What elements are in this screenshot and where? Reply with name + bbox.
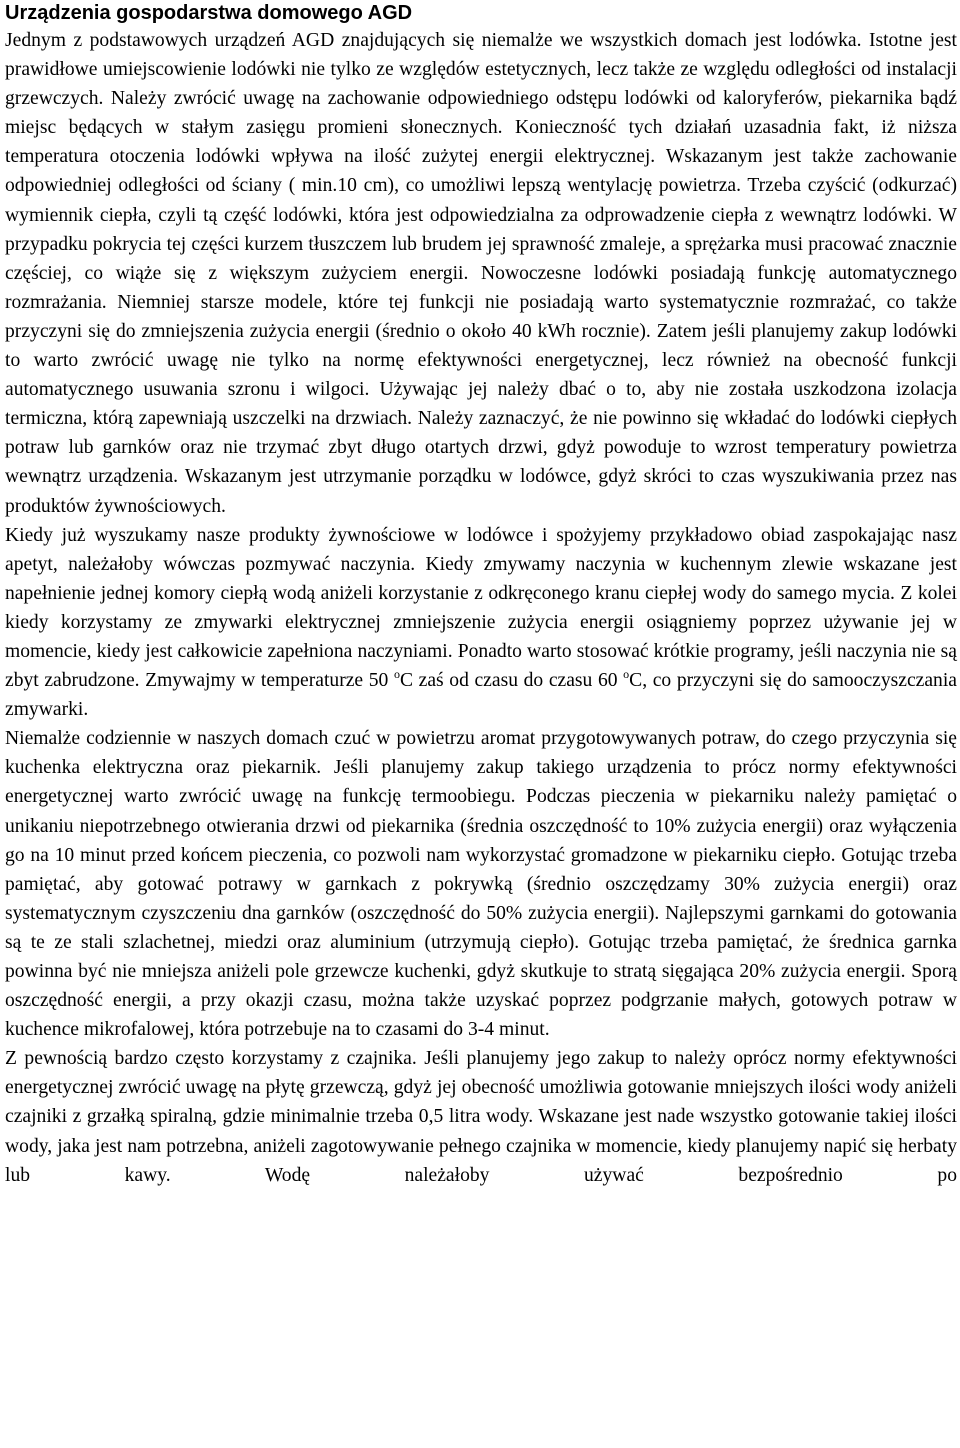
document-title: Urządzenia gospodarstwa domowego AGD [5, 2, 413, 24]
degree-symbol: o [393, 667, 400, 682]
paragraph-cooking: Niemalże codziennie w naszych domach czuć w powietrzu aromat przygotowywanych potraw, do czego przyczynia się kuchenka elektryczna oraz piekarnik. Jeśli planujemy zakup takiego urządzenia to prócz normy efektywności energetycznej warto zwrócić uwagę na funkcję termoobiegu. Podczas pieczenia w piekarniku należy pamiętać o unikaniu niepotrzebnego otwierania drzwi od piekarnika (średnia oszczędność to 10% zużycia energii) oraz wyłączenia go na 10 minut przed końcem pieczenia, co pozwoli nam wykorzystać gromadzone w piekarniku ciepło. Gotując trzeba pamiętać, aby gotować potrawy w garnkach z pokrywką (średnio oszczędzamy 30% zużycia energii) oraz systematycznym czyszczeniu dna garnków (oszczędność do 50% zużycia energii). Najlepszymi garnkami do gotowania są te ze stali szlachetnej, miedzi oraz aluminium (utrzymują ciepło). Gotując trzeba pamiętać, że średnica garnka powinna być nie mniejsza aniżeli pole grzewcze kuchenki, gdyż skutkuje to stratą sięgająca 20% zużycia energii. Sporą oszczędność energii, a przy okazji czasu, można także uzyskać poprzez podgrzanie małych, gotowych potraw w kuchence mikrofalowej, która potrzebuje na to czasami do 3-4 minut. [5, 728, 957, 1041]
degree-symbol: o [623, 667, 630, 682]
paragraph-refrigerator: Jednym z podstawowych urządzeń AGD znajdujących się niemalże we wszystkich domach jest lodówka. Istotne jest prawidłowe umiejscowienie lodówki nie tylko ze względów estetycznych, lecz także ze względu odległości od instalacji grzewczych. Należy zwrócić uwagę na zachowanie odpowiedniego odstępu lodówki od kaloryferów, piekarnika bądź miejsc będących w stałym zasięgu promieni słonecznych. Konieczność tych działań uzasadnia fakt, iż niższa temperatura otoczenia lodówki wpływa na ilość zużytej energii elektrycznej. Wskazanym jest także zachowanie odpowiedniej odległości od ściany ( min.10 cm), co umożliwi lepszą wentylację powietrza. Trzeba czyścić (odkurzać) wymiennik ciepła, czyli tą część lodówki, która jest odpowiedzialna za odprowadzenie ciepła z wewnątrz lodówki. W przypadku pokrycia tej części kurzem tłuszczem lub brudem jej sprawność zmaleje, a sprężarka musi pracować znacznie częściej, co wiąże się z większym zużyciem energii. Nowoczesne lodówki posiadają funkcję automatycznego rozmrażania. Niemniej starsze modele, które tej funkcji nie posiadają warto systematycznie rozmrażać, co także przyczyni się do zmniejszenia zużycia energii (średnio o około 40 kWh rocznie). Zatem jeśli planujemy zakup lodówki to warto zwrócić uwagę nie tylko na normę efektywności energetycznej, lecz również na obecność funkcji automatycznego usuwania szronu i wilgoci. Używając jej należy dbać o to, aby nie została uszkodzona izolacja termiczna, którą zapewniają uszczelki na drzwiach. Należy zaznaczyć, że nie powinno się wkładać do lodówki ciepłych potraw lub garnków oraz nie trzymać zbyt długo otartych drzwi, gdyż powoduje to wzrost temperatury powietrza wewnątrz urządzenia. Wskazanym jest utrzymanie porządku w lodówce, gdyż skróci to czas wyszukiwania przez nas produktów żywnościowych. [5, 30, 957, 517]
paragraph-kettle: Z pewnością bardzo często korzystamy z czajnika. Jeśli planujemy jego zakup to należy oprócz normy efektywności energetycznej zwrócić uwagę na płytę grzewczą, gdyż jej obecność umożliwia gotowanie mniejszych ilości wody aniżeli czajniki z grzałką spiralną, gdzie minimalnie trzeba 0,5 litra wody. Wskazane jest nade wszystko gotowanie takiej ilości wody, jaka jest nam potrzebna, aniżeli zagotowywanie pełnego czajnika w momencie, kiedy planujemy napić się herbaty lub kawy. Wodę należałoby używać bezpośrednio po [5, 1048, 957, 1186]
paragraph-dishwashing [5, 521, 957, 725]
dishwashing-text-end: C, co przyczyni się do samooczyszczania zmywarki. [5, 670, 957, 721]
dishwashing-text-middle: C zaś od czasu do czasu 60 [399, 670, 624, 692]
dishwashing-text-start: Kiedy już wyszukamy nasze produkty żywnościowe w lodówce i spożyjemy przykładowo obiad zaspokajając nasz apetyt, należałoby wówczas pozmywać naczynia. Kiedy zmywamy naczynia w kuchennym zlewie wskazane jest napełnienie jednej komory ciepłą wodą aniżeli korzystanie z odkręconego kranu ciepłej wody do samego mycia. Z kolei kiedy korzystamy ze zmywarki elektrycznej zmniejszenie zużycia energii osiągniemy poprzez używanie jej w momencie, kiedy jest całkowicie zapełniona naczyniami. Ponadto warto stosować krótkie programy, jeśli naczynia nie są zbyt zabrudzone. Zmywajmy w temperaturze 50 [5, 524, 957, 692]
document-page [5, 0, 957, 1190]
